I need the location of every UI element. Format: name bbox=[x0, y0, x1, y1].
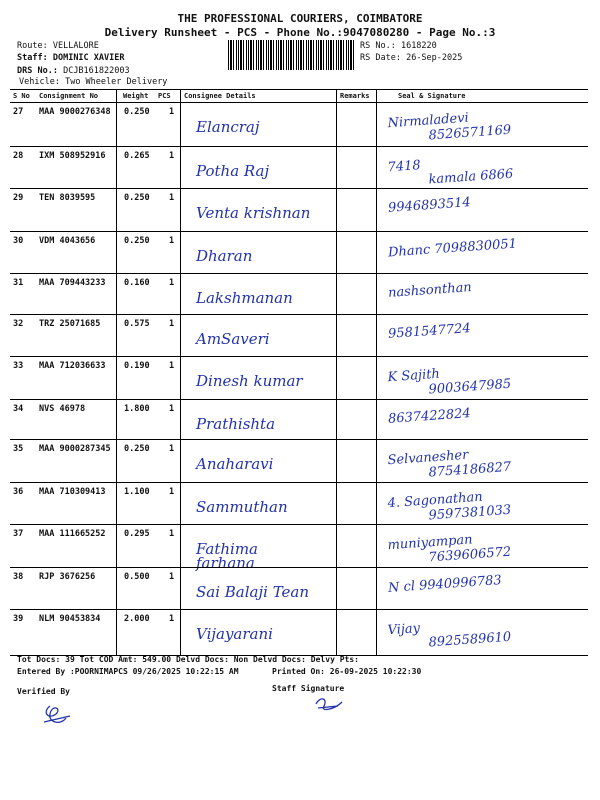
verified-by-label: Verified By bbox=[17, 687, 70, 696]
footer-printed-on: Printed On: 26-09-2025 10:22:30 bbox=[272, 667, 422, 676]
column-divider bbox=[180, 90, 181, 655]
rs-no-label: RS No.: bbox=[360, 41, 396, 51]
weight-value: 0.250 bbox=[124, 444, 150, 454]
seal-signature-line: K Sajith bbox=[387, 366, 441, 386]
barcode bbox=[228, 40, 356, 70]
col-header-weight: Weight bbox=[123, 92, 149, 100]
row-rule bbox=[10, 482, 588, 483]
column-divider bbox=[336, 90, 337, 655]
seal-signature-handwriting bbox=[388, 237, 518, 261]
consignee-handwriting-line: Prathishta bbox=[196, 415, 276, 433]
consignee-handwriting bbox=[196, 249, 252, 263]
col-header-seal-signature: Seal & Signature bbox=[398, 92, 466, 100]
seal-signature-handwriting bbox=[387, 530, 512, 568]
consignee-handwriting bbox=[196, 332, 270, 346]
pieces-count: 1 bbox=[169, 361, 175, 371]
pieces-count: 1 bbox=[169, 487, 175, 497]
serial-number: 30 bbox=[13, 236, 24, 246]
seal-signature-handwriting bbox=[388, 406, 472, 427]
consignment-number: NVS 46978 bbox=[39, 404, 86, 414]
verified-signature bbox=[40, 700, 80, 730]
consignee-handwriting bbox=[196, 374, 303, 388]
seal-signature-line: 9597381033 bbox=[428, 502, 512, 524]
col-header-sno: S No bbox=[13, 92, 30, 100]
serial-number: 27 bbox=[13, 107, 24, 117]
pieces-count: 1 bbox=[169, 529, 175, 539]
consignment-number: MAA 709443233 bbox=[39, 278, 106, 288]
row-rule bbox=[10, 146, 588, 147]
seal-signature-line: Vijay bbox=[387, 621, 421, 639]
row-rule bbox=[10, 567, 588, 568]
seal-signature-line: 9581547724 bbox=[387, 321, 472, 342]
consignee-handwriting-line: Lakshmanan bbox=[196, 289, 293, 307]
seal-signature-line: Selvanesher bbox=[387, 447, 469, 469]
pieces-count: 1 bbox=[169, 236, 175, 246]
consignment-number: MAA 712036633 bbox=[39, 361, 106, 371]
vehicle-label: Vehicle: bbox=[19, 77, 60, 87]
consignee-handwriting-line: Vijayarani bbox=[196, 625, 273, 643]
consignee-handwriting bbox=[196, 542, 258, 570]
runsheet-title: Delivery Runsheet - PCS - Phone No.:9047080280 - Page No.:3 bbox=[104, 26, 496, 39]
row-rule bbox=[10, 609, 588, 610]
seal-signature-line: 8526571169 bbox=[428, 122, 512, 144]
seal-signature-handwriting bbox=[387, 152, 514, 191]
consignment-number: MAA 710309413 bbox=[39, 487, 106, 497]
staff-line bbox=[17, 53, 125, 64]
col-header-consignee: Consignee Details bbox=[184, 92, 256, 100]
seal-signature-line: 8637422824 bbox=[387, 406, 472, 427]
weight-value: 0.575 bbox=[124, 319, 150, 329]
serial-number: 29 bbox=[13, 193, 24, 203]
seal-signature-line: 9946893514 bbox=[387, 195, 472, 216]
seal-signature-line: 7418 bbox=[387, 158, 422, 176]
column-divider bbox=[376, 90, 377, 655]
weight-value: 0.500 bbox=[124, 572, 150, 582]
consignee-handwriting-line: Anaharavi bbox=[196, 455, 274, 473]
seal-signature-handwriting bbox=[388, 321, 472, 342]
weight-value: 0.295 bbox=[124, 529, 150, 539]
seal-signature-line: 7639606572 bbox=[428, 544, 512, 566]
consignee-handwriting bbox=[196, 585, 309, 599]
consignee-handwriting-line: Fathima bbox=[196, 540, 258, 558]
drs-label: DRS No.: bbox=[17, 66, 58, 76]
row-rule bbox=[10, 231, 588, 232]
rs-no-line bbox=[360, 41, 437, 52]
pieces-count: 1 bbox=[169, 572, 175, 582]
col-header-pcs: PCS bbox=[158, 92, 171, 100]
seal-signature-handwriting bbox=[387, 108, 512, 146]
column-divider bbox=[116, 90, 117, 655]
seal-signature-line: N cl 9940996783 bbox=[387, 573, 503, 596]
row-rule bbox=[10, 273, 588, 274]
weight-value: 1.100 bbox=[124, 487, 150, 497]
pieces-count: 1 bbox=[169, 444, 175, 454]
seal-signature-line: kamala 6866 bbox=[428, 166, 514, 188]
seal-signature-line: 4. Sagonathan bbox=[387, 489, 484, 512]
serial-number: 33 bbox=[13, 361, 24, 371]
consignee-handwriting bbox=[196, 120, 260, 134]
seal-signature-line: 8754186827 bbox=[428, 459, 512, 481]
seal-signature-handwriting bbox=[388, 195, 472, 216]
vehicle-value: Two Wheeler Delivery bbox=[65, 77, 168, 87]
company-title: THE PROFESSIONAL COURIERS, COIMBATORE bbox=[177, 12, 423, 25]
route-line bbox=[17, 41, 99, 52]
serial-number: 28 bbox=[13, 151, 24, 161]
pieces-count: 1 bbox=[169, 319, 175, 329]
pieces-count: 1 bbox=[169, 404, 175, 414]
consignee-handwriting bbox=[196, 457, 273, 471]
weight-value: 0.250 bbox=[124, 236, 150, 246]
pieces-count: 1 bbox=[169, 278, 175, 288]
col-header-remarks: Remarks bbox=[340, 92, 370, 100]
consignee-handwriting-line: AmSaveri bbox=[196, 330, 270, 348]
consignment-number: VDM 4043656 bbox=[39, 236, 96, 246]
seal-signature-handwriting bbox=[388, 573, 503, 596]
route-label: Route: bbox=[17, 41, 48, 51]
seal-signature-line: nashsonthan bbox=[387, 280, 473, 301]
pieces-count: 1 bbox=[169, 151, 175, 161]
pieces-count: 1 bbox=[169, 614, 175, 624]
route-value: VELLALORE bbox=[52, 41, 99, 51]
consignee-handwriting bbox=[196, 291, 293, 305]
staff-signature-label: Staff Signature bbox=[272, 684, 345, 693]
consignment-number: TRZ 25071685 bbox=[39, 319, 101, 329]
footer-totals: Tot Docs: 39 Tot COD Amt: 549.00 Delvd Docs: Non Delvd Docs: Delvy Pts: bbox=[17, 655, 359, 664]
weight-value: 0.250 bbox=[124, 107, 150, 117]
rs-date-value: 26-Sep-2025 bbox=[406, 53, 463, 63]
row-rule bbox=[10, 314, 588, 315]
consignment-number: MAA 9000287345 bbox=[39, 444, 111, 454]
row-rule bbox=[10, 188, 588, 189]
serial-number: 34 bbox=[13, 404, 24, 414]
consignment-number: MAA 9000276348 bbox=[39, 107, 111, 117]
rs-date-line bbox=[360, 53, 462, 64]
weight-value: 0.160 bbox=[124, 278, 150, 288]
drs-value: DCJB161822003 bbox=[63, 66, 130, 76]
weight-value: 2.000 bbox=[124, 614, 150, 624]
consignee-handwriting bbox=[196, 164, 269, 178]
serial-number: 38 bbox=[13, 572, 24, 582]
rs-no-value: 1618220 bbox=[400, 41, 437, 51]
seal-signature-line: 9003647985 bbox=[428, 376, 512, 398]
weight-value: 0.250 bbox=[124, 193, 150, 203]
serial-number: 35 bbox=[13, 444, 24, 454]
consignment-number: IXM 508952916 bbox=[39, 151, 106, 161]
pieces-count: 1 bbox=[169, 107, 175, 117]
vehicle-line bbox=[19, 77, 167, 88]
serial-number: 31 bbox=[13, 278, 24, 288]
consignee-handwriting-line: Sai Balaji Tean bbox=[196, 583, 310, 601]
consignee-handwriting-line: Venta krishnan bbox=[196, 204, 311, 222]
consignee-handwriting-line: Dharan bbox=[196, 247, 253, 265]
row-rule bbox=[10, 524, 588, 525]
consignee-handwriting bbox=[196, 500, 288, 514]
weight-value: 0.265 bbox=[124, 151, 150, 161]
rs-date-label: RS Date: bbox=[360, 53, 401, 63]
runsheet-table bbox=[10, 89, 588, 656]
weight-value: 0.190 bbox=[124, 361, 150, 371]
seal-signature-handwriting bbox=[388, 280, 473, 301]
seal-signature-line: Dhanc 7098830051 bbox=[387, 236, 518, 261]
consignment-number: RJP 3676256 bbox=[39, 572, 96, 582]
row-rule bbox=[10, 356, 588, 357]
staff-label: Staff: bbox=[17, 53, 48, 63]
row-rule bbox=[10, 439, 588, 440]
serial-number: 37 bbox=[13, 529, 24, 539]
col-header-consignment: Consignment No bbox=[39, 92, 99, 100]
staff-signature-mark bbox=[312, 694, 352, 716]
row-rule bbox=[10, 399, 588, 400]
consignee-handwriting-line: farhana bbox=[196, 554, 255, 572]
consignee-handwriting bbox=[196, 417, 275, 431]
consignee-handwriting bbox=[196, 206, 310, 220]
seal-signature-handwriting bbox=[387, 362, 512, 400]
header-rule bbox=[10, 102, 588, 103]
serial-number: 36 bbox=[13, 487, 24, 497]
seal-signature-handwriting bbox=[387, 445, 512, 483]
serial-number: 39 bbox=[13, 614, 24, 624]
consignment-number: MAA 111665252 bbox=[39, 529, 106, 539]
consignee-handwriting-line: Sammuthan bbox=[196, 498, 288, 516]
consignee-handwriting-line: Elancraj bbox=[196, 118, 260, 136]
footer-entered-by: Entered By :POORNIMAPCS 09/26/2025 10:22:15 AM bbox=[17, 667, 239, 676]
seal-signature-line: muniyampan bbox=[387, 532, 474, 554]
seal-signature-line: 8925589610 bbox=[428, 629, 512, 651]
weight-value: 1.800 bbox=[124, 404, 150, 414]
seal-signature-handwriting bbox=[387, 488, 512, 526]
consignee-handwriting bbox=[196, 627, 273, 641]
consignee-handwriting-line: Dinesh kumar bbox=[196, 372, 303, 390]
serial-number: 32 bbox=[13, 319, 24, 329]
staff-value: DOMINIC XAVIER bbox=[52, 53, 125, 63]
seal-signature-line: Nirmaladevi bbox=[387, 110, 470, 132]
consignment-number: TEN 8039595 bbox=[39, 193, 96, 203]
consignee-handwriting-line: Potha Raj bbox=[196, 162, 270, 180]
consignment-number: NLM 90453834 bbox=[39, 614, 101, 624]
drs-line bbox=[17, 66, 130, 77]
seal-signature-handwriting bbox=[387, 615, 512, 653]
pieces-count: 1 bbox=[169, 193, 175, 203]
